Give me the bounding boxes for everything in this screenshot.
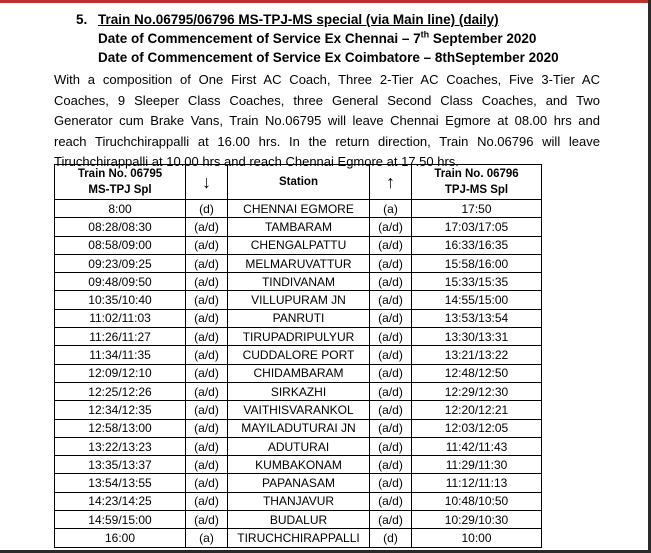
station-cell: TIRUPADRIPULYUR [228, 328, 370, 346]
down-time-cell: 09:48/09:50 [55, 273, 186, 291]
station-cell: CHENGALPATTU [228, 236, 370, 254]
down-mode-cell: (a/d) [186, 273, 228, 291]
up-time-cell: 13:53/13:54 [412, 309, 542, 327]
down-time-cell: 13:54/13:55 [55, 474, 186, 492]
down-time-cell: 10:35/10:40 [55, 291, 186, 309]
up-mode-cell: (a) [370, 200, 412, 218]
up-mode-cell: (a/d) [370, 492, 412, 510]
station-cell: PAPANASAM [228, 474, 370, 492]
header-train-06796: Train No. 06796 TPJ-MS Spl [412, 165, 542, 200]
station-cell: ADUTURAI [228, 437, 370, 455]
station-cell: MAYILADUTURAI JN [228, 419, 370, 437]
up-time-cell: 16:33/16:35 [412, 236, 542, 254]
up-time-cell: 10:48/10:50 [412, 492, 542, 510]
down-mode-cell: (a/d) [186, 236, 228, 254]
up-time-cell: 12:29/12:30 [412, 382, 542, 400]
down-time-cell: 11:34/11:35 [55, 346, 186, 364]
down-mode-cell: (a/d) [186, 218, 228, 236]
down-mode-cell: (d) [186, 200, 228, 218]
description-line: reach Tiruchchirappalli at 16.00 hrs. In the return direction, Train No.06796 will leave [54, 133, 600, 149]
up-mode-cell: (a/d) [370, 346, 412, 364]
up-time-cell: 13:21/13:22 [412, 346, 542, 364]
station-cell: CHENNAI EGMORE [228, 200, 370, 218]
timetable-body [55, 200, 542, 548]
up-mode-cell: (a/d) [370, 474, 412, 492]
down-time-cell: 12:58/13:00 [55, 419, 186, 437]
section-heading [76, 10, 499, 29]
table-row [55, 474, 542, 492]
down-time-cell: 13:35/13:37 [55, 456, 186, 474]
up-mode-cell: (a/d) [370, 382, 412, 400]
up-time-cell: 10:29/10:30 [412, 511, 542, 529]
description-line: Generator cum Brake Vans, Train No.06795 will leave Chennai Egmore at 08.00 hrs and [54, 113, 600, 128]
up-time-cell: 14:55/15:00 [412, 291, 542, 309]
down-mode-cell: (a/d) [186, 419, 228, 437]
down-time-cell: 08:28/08:30 [55, 218, 186, 236]
station-cell: TINDIVANAM [228, 273, 370, 291]
down-time-cell: 11:26/11:27 [55, 328, 186, 346]
station-cell: TAMBARAM [228, 218, 370, 236]
down-mode-cell: (a/d) [186, 401, 228, 419]
commencement-dates [98, 29, 559, 67]
down-mode-cell: (a/d) [186, 328, 228, 346]
description-line: With a composition of One First AC Coach, Three 2-Tier AC Coaches, Five 3-Tier AC [54, 72, 600, 87]
up-time-cell: 12:03/12:05 [412, 419, 542, 437]
up-mode-cell: (a/d) [370, 456, 412, 474]
timetable [54, 164, 542, 548]
up-mode-cell: (a/d) [370, 511, 412, 529]
up-mode-cell: (a/d) [370, 236, 412, 254]
table-row [55, 382, 542, 400]
header-station: Station [228, 165, 370, 200]
table-row [55, 309, 542, 327]
down-mode-cell: (a/d) [186, 346, 228, 364]
down-time-cell: 12:34/12:35 [55, 401, 186, 419]
up-time-cell: 15:58/16:00 [412, 254, 542, 272]
down-time-cell: 12:25/12:26 [55, 382, 186, 400]
station-cell: KUMBAKONAM [228, 456, 370, 474]
section-title: Train No.06795/06796 MS-TPJ-MS special (via Main line) (daily) [98, 12, 499, 27]
up-mode-cell: (d) [370, 529, 412, 547]
up-mode-cell: (a/d) [370, 218, 412, 236]
down-mode-cell: (a/d) [186, 309, 228, 327]
down-mode-cell: (a/d) [186, 382, 228, 400]
down-time-cell: 14:59/15:00 [55, 511, 186, 529]
up-mode-cell: (a/d) [370, 419, 412, 437]
table-row [55, 492, 542, 510]
up-mode-cell: (a/d) [370, 291, 412, 309]
station-cell: PANRUTI [228, 309, 370, 327]
down-time-cell: 13:22/13:23 [55, 437, 186, 455]
table-row [55, 437, 542, 455]
table-row [55, 254, 542, 272]
down-time-cell: 16:00 [55, 529, 186, 547]
description-line: Tiruchchirappalli at 10.00 hrs and reach Chennai Egmore at 17.50 hrs. [54, 154, 459, 169]
down-time-cell: 08:58/09:00 [55, 236, 186, 254]
table-row [55, 419, 542, 437]
table-row [55, 218, 542, 236]
station-cell: CUDDALORE PORT [228, 346, 370, 364]
service-description [54, 70, 600, 173]
up-time-cell: 11:12/11:13 [412, 474, 542, 492]
down-mode-cell: (a/d) [186, 492, 228, 510]
up-mode-cell: (a/d) [370, 309, 412, 327]
down-mode-cell: (a/d) [186, 511, 228, 529]
up-mode-cell: (a/d) [370, 273, 412, 291]
down-time-cell: 12:09/12:10 [55, 364, 186, 382]
down-time-cell: 09:23/09:25 [55, 254, 186, 272]
up-mode-cell: (a/d) [370, 437, 412, 455]
station-cell: SIRKAZHI [228, 382, 370, 400]
up-time-cell: 11:29/11:30 [412, 456, 542, 474]
up-time-cell: 17:03/17:05 [412, 218, 542, 236]
table-row [55, 273, 542, 291]
up-time-cell: 12:48/12:50 [412, 364, 542, 382]
down-mode-cell: (a/d) [186, 456, 228, 474]
up-time-cell: 12:20/12:21 [412, 401, 542, 419]
station-cell: VAITHISVARANKOL [228, 401, 370, 419]
table-row [55, 291, 542, 309]
table-row [55, 401, 542, 419]
top-accent-bar [0, 0, 651, 3]
description-line: Coaches, 9 Sleeper Class Coaches, three General Second Class Coaches, and Two [54, 92, 600, 108]
header-train-06795: Train No. 06795 MS-TPJ Spl [55, 165, 186, 200]
table-row [55, 236, 542, 254]
down-arrow-icon: ↓ [186, 165, 228, 200]
down-mode-cell: (a/d) [186, 474, 228, 492]
station-cell: VILLUPURAM JN [228, 291, 370, 309]
station-cell: THANJAVUR [228, 492, 370, 510]
table-row [55, 456, 542, 474]
station-cell: CHIDAMBARAM [228, 364, 370, 382]
down-time-cell: 11:02/11:03 [55, 309, 186, 327]
table-row [55, 364, 542, 382]
down-mode-cell: (a/d) [186, 364, 228, 382]
up-mode-cell: (a/d) [370, 328, 412, 346]
station-cell: MELMARUVATTUR [228, 254, 370, 272]
up-time-cell: 15:33/15:35 [412, 273, 542, 291]
up-time-cell: 17:50 [412, 200, 542, 218]
down-time-cell: 8:00 [55, 200, 186, 218]
up-time-cell: 13:30/13:31 [412, 328, 542, 346]
table-row [55, 346, 542, 364]
table-row [55, 529, 542, 547]
down-time-cell: 14:23/14:25 [55, 492, 186, 510]
up-arrow-icon: ↑ [370, 165, 412, 200]
up-time-cell: 11:42/11:43 [412, 437, 542, 455]
up-time-cell: 10:00 [412, 529, 542, 547]
down-mode-cell: (a/d) [186, 437, 228, 455]
commencement-coimbatore: Date of Commencement of Service Ex Coimbatore – 8thSeptember 2020 [98, 50, 559, 65]
section-number: 5. [76, 12, 88, 27]
station-cell: TIRUCHCHIRAPPALLI [228, 529, 370, 547]
table-row [55, 328, 542, 346]
down-mode-cell: (a/d) [186, 291, 228, 309]
timetable-header-row [55, 165, 542, 200]
down-mode-cell: (a) [186, 529, 228, 547]
table-row [55, 511, 542, 529]
station-cell: BUDALUR [228, 511, 370, 529]
up-mode-cell: (a/d) [370, 254, 412, 272]
up-mode-cell: (a/d) [370, 364, 412, 382]
up-mode-cell: (a/d) [370, 401, 412, 419]
commencement-chennai: Date of Commencement of Service Ex Chennai – 7th September 2020 [98, 29, 537, 46]
down-mode-cell: (a/d) [186, 254, 228, 272]
table-row [55, 200, 542, 218]
